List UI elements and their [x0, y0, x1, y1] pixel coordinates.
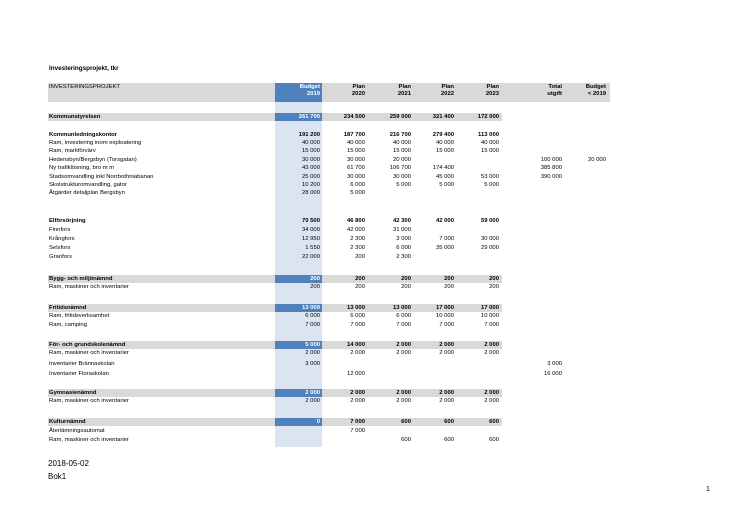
table-row [0, 419, 746, 426]
row-label: Krångfors [49, 236, 75, 242]
row-value: 43 000 [301, 165, 320, 171]
row-label: Hedensbyn/Bergsbyn (Torsgatan) [49, 157, 137, 163]
row-value: 385 800 [540, 165, 562, 171]
row-value: 200 [444, 276, 454, 282]
row-value: 15 000 [346, 148, 365, 154]
row-value: 321 400 [432, 114, 454, 120]
row-label: Inventarier Brännaskolan [49, 361, 115, 367]
table-row [0, 165, 746, 172]
row-value: 1 550 [305, 245, 320, 251]
row-value: 7 000 [396, 322, 411, 328]
header-cell-line: Total [548, 84, 562, 90]
row-value: 5 000 [396, 182, 411, 188]
row-value: 13 000 [301, 305, 320, 311]
row-value: 17 000 [480, 305, 499, 311]
table-row [0, 254, 746, 261]
header-cell-line: 2021 [397, 91, 411, 97]
row-value: 15 000 [392, 148, 411, 154]
row-value: 35 000 [435, 245, 454, 251]
row-value: 2 000 [396, 390, 411, 396]
row-value: 12 950 [301, 236, 320, 242]
row-value: 2 000 [484, 390, 499, 396]
header-cell-line: Budget [299, 84, 320, 90]
row-value: 7 000 [350, 322, 365, 328]
table-row [0, 140, 746, 147]
row-value: 259 000 [389, 114, 411, 120]
row-value: 20 000 [587, 157, 606, 163]
row-value: 5 000 [484, 182, 499, 188]
row-value: 2 000 [305, 350, 320, 356]
table-row [0, 437, 746, 444]
row-value: 7 000 [439, 236, 454, 242]
header-cell-line: 2020 [351, 91, 365, 97]
row-value: 70 500 [301, 218, 320, 224]
row-value: 174 400 [432, 165, 454, 171]
row-value: 600 [401, 437, 411, 443]
row-label: Skolstrukturomvandling, gator [49, 182, 127, 188]
row-value: 2 000 [350, 350, 365, 356]
row-value: 5 000 [439, 182, 454, 188]
header-col-plan-2021 [398, 84, 411, 98]
header-label: INVESTERINGSPROJEKT [49, 84, 121, 90]
row-value: 2 000 [439, 398, 454, 404]
row-label: Kommunstyrelsen [49, 114, 101, 120]
table-row [0, 218, 746, 225]
row-value: 7 000 [439, 322, 454, 328]
row-value: 5 000 [350, 190, 365, 196]
header-col-budget-before-2019 [586, 84, 606, 98]
row-value: 2 000 [439, 390, 454, 396]
row-value: 42 000 [435, 218, 454, 224]
row-label: Stadsomvandling inkl Norrbothniabanan [49, 174, 154, 180]
row-label: Selsfors [49, 245, 71, 251]
row-label: Elförsörjning [49, 218, 86, 224]
row-value: 25 000 [301, 174, 320, 180]
row-value: 113 000 [478, 132, 499, 138]
row-label: Finnfors [49, 227, 71, 233]
row-value: 34 000 [301, 227, 320, 233]
row-value: 6 000 [350, 182, 365, 188]
row-value: 2 000 [484, 350, 499, 356]
header-cell-line: 2019 [306, 91, 320, 97]
row-value: 10 000 [480, 313, 499, 319]
row-value: 28 000 [301, 190, 320, 196]
row-label: Återlämningsautomat [49, 428, 105, 434]
table-row [0, 157, 746, 164]
row-value: 200 [310, 276, 320, 282]
row-label: Åtgärder detaljplan Bergsbyn [49, 190, 125, 196]
table-row [0, 428, 746, 435]
row-value: 600 [489, 437, 499, 443]
row-value: 0 [316, 419, 320, 425]
row-value: 2 000 [350, 398, 365, 404]
document-title: Investeringsprojekt, tkr [49, 65, 119, 72]
footer-date: 2018-05-02 [48, 459, 89, 468]
row-value: 600 [401, 419, 411, 425]
table-row [0, 322, 746, 329]
row-value: 200 [355, 254, 365, 260]
row-value: 42 300 [392, 218, 411, 224]
table-row [0, 174, 746, 181]
row-value: 2 300 [350, 236, 365, 242]
row-value: 2 000 [439, 342, 454, 348]
header-col-plan-2023 [486, 84, 499, 98]
row-label: Ram, fritidsverksamhet [49, 313, 110, 319]
table-row [0, 182, 746, 189]
row-value: 600 [489, 419, 499, 425]
row-value: 200 [489, 284, 499, 290]
table-row [0, 114, 746, 121]
row-value: 14 000 [346, 342, 365, 348]
table-row [0, 390, 746, 397]
row-value: 2 000 [484, 398, 499, 404]
row-label: Fritidsnämnd [49, 305, 87, 311]
row-value: 42 000 [346, 227, 365, 233]
row-value: 2 000 [350, 390, 365, 396]
row-value: 261 700 [298, 114, 320, 120]
footer-sheet-name: Bok1 [48, 472, 67, 481]
row-value: 187 700 [343, 132, 365, 138]
row-value: 40 000 [480, 140, 499, 146]
row-value: 172 000 [477, 114, 499, 120]
header-cell-line: 2023 [485, 91, 499, 97]
row-value: 2 000 [396, 342, 411, 348]
row-value: 10 200 [301, 182, 320, 188]
table-row [0, 342, 746, 349]
row-value: 2 000 [396, 398, 411, 404]
table-row [0, 190, 746, 197]
row-value: 3 000 [547, 361, 562, 367]
table-row [0, 276, 746, 283]
table-row [0, 227, 746, 234]
row-label: Ram, maskiner och inventarier [49, 350, 129, 356]
row-value: 30 000 [480, 236, 499, 242]
row-value: 30 000 [392, 174, 411, 180]
row-value: 31 000 [392, 227, 411, 233]
row-value: 40 000 [435, 140, 454, 146]
table-row [0, 398, 746, 405]
row-value: 2 300 [350, 245, 365, 251]
row-label: Ny trafiklösning, bro m m [49, 165, 115, 171]
row-label: Ram, markförvärv [49, 148, 96, 154]
row-label: Kommunledningskontor [49, 132, 118, 138]
row-value: 7 000 [350, 419, 365, 425]
row-label: Ram, maskiner och inventarier [49, 398, 129, 404]
row-value: 234 500 [343, 114, 365, 120]
row-value: 100 000 [540, 157, 562, 163]
row-value: 45 000 [435, 174, 454, 180]
row-label: Kulturnämnd [49, 419, 86, 425]
row-value: 6 000 [350, 313, 365, 319]
row-label: Gymnasienämnd [49, 390, 97, 396]
row-value: 390 000 [540, 174, 562, 180]
row-value: 191 200 [298, 132, 320, 138]
row-value: 279 400 [432, 132, 454, 138]
row-value: 600 [444, 419, 454, 425]
header-col-plan-2020 [352, 84, 365, 98]
row-value: 46 800 [346, 218, 365, 224]
header-col-total [547, 84, 562, 98]
row-value: 59 000 [480, 218, 499, 224]
row-label: Bygg- och miljönämnd [49, 276, 113, 282]
row-value: 2 000 [305, 390, 320, 396]
row-value: 3 000 [396, 236, 411, 242]
row-value: 200 [489, 276, 499, 282]
row-value: 6 000 [305, 313, 320, 319]
row-value: 7 000 [350, 428, 365, 434]
table-row [0, 350, 746, 357]
table-row [0, 371, 746, 378]
row-value: 12 000 [346, 371, 365, 377]
header-col-plan-2022 [441, 84, 454, 98]
row-label: Inventarier Floraskolan [49, 371, 109, 377]
row-value: 200 [401, 276, 411, 282]
row-value: 15 000 [301, 148, 320, 154]
row-value: 6 000 [396, 245, 411, 251]
row-value: 2 000 [439, 350, 454, 356]
row-value: 7 000 [305, 322, 320, 328]
row-label: Ram, investering inom exploatering [49, 140, 142, 146]
row-value: 2 300 [396, 254, 411, 260]
row-value: 200 [401, 284, 411, 290]
table-row [0, 284, 746, 291]
header-cell-line: Plan [486, 84, 499, 90]
row-value: 216 700 [389, 132, 411, 138]
table-row [0, 361, 746, 368]
row-value: 61 700 [346, 165, 365, 171]
header-cell-line: Plan [352, 84, 365, 90]
row-value: 106 700 [389, 165, 411, 171]
row-value: 30 000 [346, 157, 365, 163]
row-value: 200 [310, 284, 320, 290]
row-value: 7 000 [484, 322, 499, 328]
header-cell-line: Plan [398, 84, 411, 90]
row-value: 200 [444, 284, 454, 290]
row-value: 15 000 [435, 148, 454, 154]
table-row [0, 313, 746, 320]
row-value: 53 000 [480, 174, 499, 180]
row-value: 5 000 [305, 342, 320, 348]
row-value: 30 000 [346, 174, 365, 180]
row-value: 40 000 [346, 140, 365, 146]
row-value: 17 000 [435, 305, 454, 311]
row-value: 600 [444, 437, 454, 443]
row-value: 2 000 [484, 342, 499, 348]
row-value: 13 000 [346, 305, 365, 311]
table-row [0, 245, 746, 252]
row-label: Ram, maskiner och inventarier [49, 437, 129, 443]
row-label: Ram, camping [49, 322, 87, 328]
row-label: För- och grundskolenämnd [49, 342, 126, 348]
table-row [0, 236, 746, 243]
row-value: 15 000 [480, 148, 499, 154]
header-cell-line: < 2019 [587, 91, 606, 97]
row-value: 13 000 [392, 305, 411, 311]
row-value: 10 000 [435, 313, 454, 319]
row-value: 3 000 [305, 361, 320, 367]
table-row [0, 305, 746, 312]
header-cell-line: Plan [441, 84, 454, 90]
row-value: 16 000 [543, 371, 562, 377]
row-value: 40 000 [301, 140, 320, 146]
table-row [0, 132, 746, 139]
row-value: 200 [355, 276, 365, 282]
header-cell-line: Budget [585, 84, 606, 90]
row-value: 2 000 [305, 398, 320, 404]
row-label: Ram, maskiner och inventarier [49, 284, 129, 290]
row-value: 2 000 [396, 350, 411, 356]
row-label: Granfors [49, 254, 72, 260]
header-cell-line: utgift [547, 91, 562, 97]
header-cell-line: 2022 [440, 91, 454, 97]
row-value: 200 [355, 284, 365, 290]
page-number: 1 [706, 486, 710, 493]
row-value: 29 000 [480, 245, 499, 251]
header-col-budget-2019 [300, 84, 320, 98]
row-value: 40 000 [392, 140, 411, 146]
table-row [0, 148, 746, 155]
row-value: 22 000 [301, 254, 320, 260]
row-value: 30 000 [301, 157, 320, 163]
row-value: 20 000 [392, 157, 411, 163]
row-value: 6 000 [396, 313, 411, 319]
